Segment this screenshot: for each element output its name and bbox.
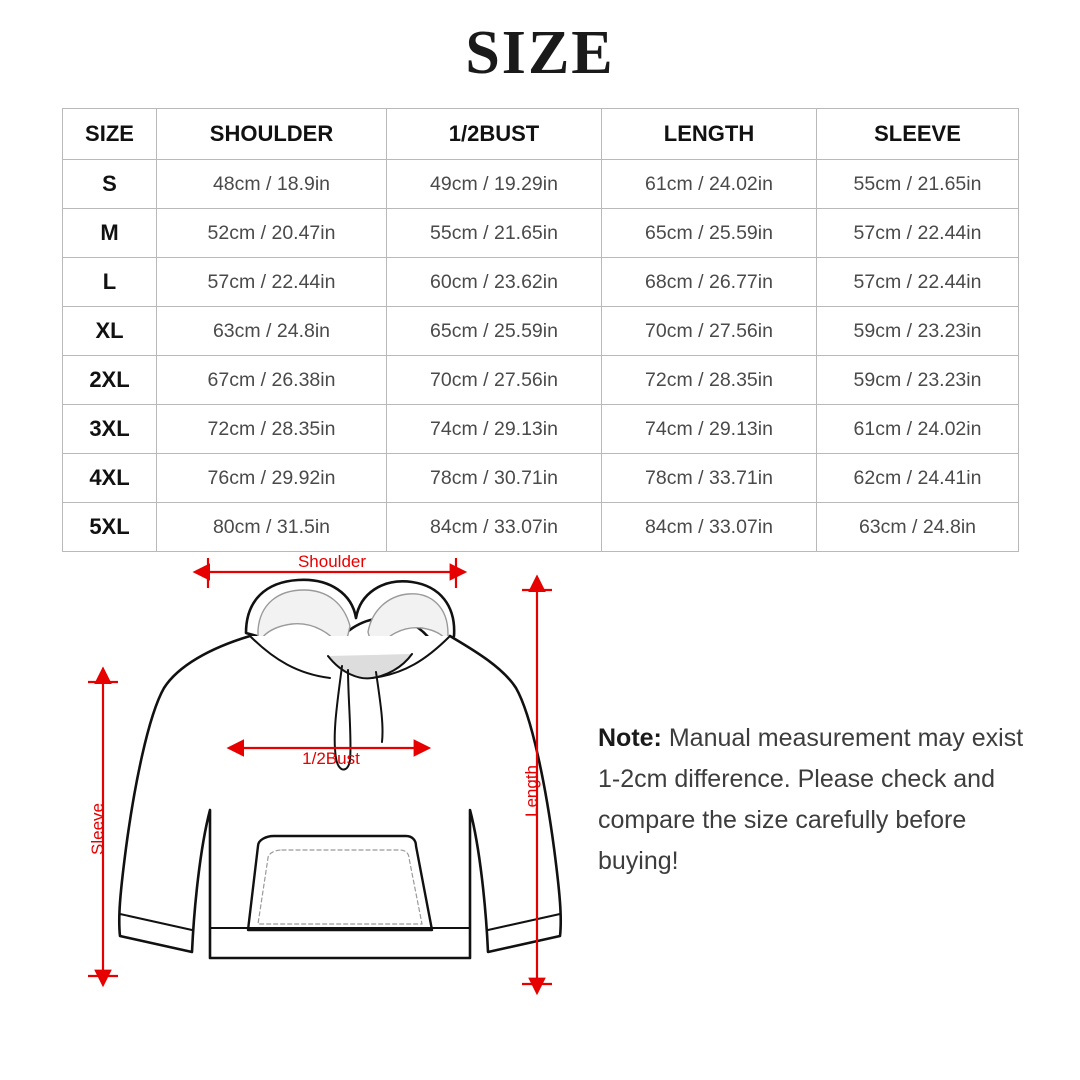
size-chart-table: [62, 108, 1019, 552]
cell-bust: 60cm / 23.62in: [387, 258, 602, 307]
cell-bust: 78cm / 30.71in: [387, 454, 602, 503]
column-header-length: LENGTH: [602, 109, 817, 160]
cell-length: 61cm / 24.02in: [602, 160, 817, 209]
cell-bust: 74cm / 29.13in: [387, 405, 602, 454]
table-row: [63, 405, 1019, 454]
table-row: [63, 307, 1019, 356]
cell-shoulder: 48cm / 18.9in: [157, 160, 387, 209]
cell-length: 84cm / 33.07in: [602, 503, 817, 552]
note-label: Note:: [598, 724, 662, 752]
cell-length: 65cm / 25.59in: [602, 209, 817, 258]
cell-shoulder: 57cm / 22.44in: [157, 258, 387, 307]
cell-sleeve: 61cm / 24.02in: [817, 405, 1019, 454]
cell-size: L: [63, 258, 157, 307]
cell-size: 5XL: [63, 503, 157, 552]
table-header-row: [63, 109, 1019, 160]
table-row: [63, 258, 1019, 307]
page-title: SIZE: [465, 19, 615, 87]
cell-bust: 70cm / 27.56in: [387, 356, 602, 405]
cell-size: 4XL: [63, 454, 157, 503]
cell-sleeve: 57cm / 22.44in: [817, 258, 1019, 307]
hoodie-illustration: [119, 580, 561, 958]
table-row: [63, 454, 1019, 503]
cell-shoulder: 63cm / 24.8in: [157, 307, 387, 356]
cell-bust: 84cm / 33.07in: [387, 503, 602, 552]
cell-shoulder: 67cm / 26.38in: [157, 356, 387, 405]
cell-size: 3XL: [63, 405, 157, 454]
table-row: [63, 356, 1019, 405]
cell-sleeve: 57cm / 22.44in: [817, 209, 1019, 258]
cell-shoulder: 80cm / 31.5in: [157, 503, 387, 552]
note-block: [598, 718, 1028, 882]
cell-shoulder: 72cm / 28.35in: [157, 405, 387, 454]
cell-size: XL: [63, 307, 157, 356]
column-header-bust: 1/2BUST: [387, 109, 602, 160]
measure-label-length: Length: [522, 765, 541, 817]
cell-sleeve: 63cm / 24.8in: [817, 503, 1019, 552]
cell-length: 70cm / 27.56in: [602, 307, 817, 356]
measure-label-sleeve: Sleeve: [88, 803, 107, 855]
table-row: [63, 503, 1019, 552]
table-row: [63, 209, 1019, 258]
cell-length: 72cm / 28.35in: [602, 356, 817, 405]
table-row: [63, 160, 1019, 209]
cell-sleeve: 59cm / 23.23in: [817, 356, 1019, 405]
note-text: Manual measurement may exist 1-2cm difference. Please check and compare the size carefully before buying!: [598, 724, 1024, 875]
measure-label-bust: 1/2Bust: [302, 749, 360, 768]
cell-sleeve: 59cm / 23.23in: [817, 307, 1019, 356]
cell-size: 2XL: [63, 356, 157, 405]
measure-label-shoulder: Shoulder: [297, 552, 367, 571]
cell-length: 68cm / 26.77in: [602, 258, 817, 307]
cell-sleeve: 55cm / 21.65in: [817, 160, 1019, 209]
cell-length: 78cm / 33.71in: [602, 454, 817, 503]
cell-sleeve: 62cm / 24.41in: [817, 454, 1019, 503]
cell-shoulder: 52cm / 20.47in: [157, 209, 387, 258]
cell-size: M: [63, 209, 157, 258]
cell-length: 74cm / 29.13in: [602, 405, 817, 454]
column-header-shoulder: SHOULDER: [157, 109, 387, 160]
cell-bust: 55cm / 21.65in: [387, 209, 602, 258]
garment-measurement-diagram: [60, 548, 580, 1018]
cell-shoulder: 76cm / 29.92in: [157, 454, 387, 503]
cell-size: S: [63, 160, 157, 209]
column-header-size: SIZE: [63, 109, 157, 160]
cell-bust: 65cm / 25.59in: [387, 307, 602, 356]
cell-bust: 49cm / 19.29in: [387, 160, 602, 209]
column-header-sleeve: SLEEVE: [817, 109, 1019, 160]
